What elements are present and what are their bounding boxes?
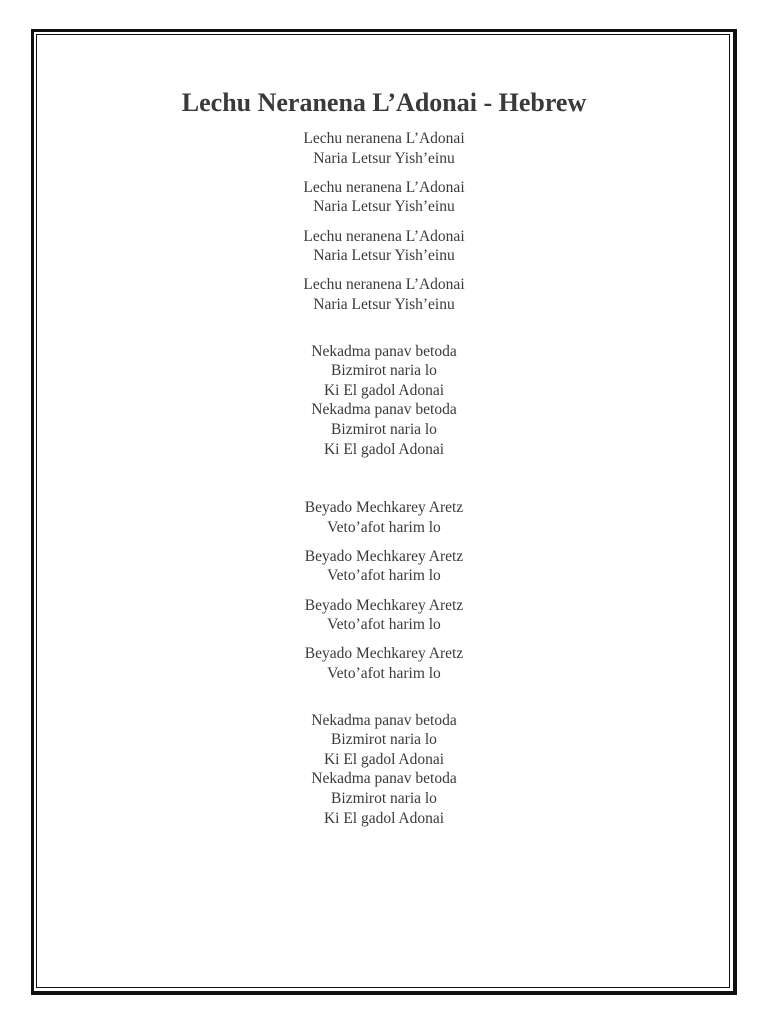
document-title: Lechu Neranena L’Adonai - Hebrew bbox=[181, 88, 587, 117]
lyric-line: Naria Letsur Yish’einu bbox=[313, 149, 455, 167]
stanza-chorus-2 bbox=[0, 178, 768, 217]
lyric-line: Beyado Mechkarey Aretz bbox=[304, 645, 464, 663]
lyric-line: Beyado Mechkarey Aretz bbox=[304, 547, 464, 565]
lyric-line: Bizmirot naria lo bbox=[331, 362, 437, 380]
lyric-line: Bizmirot naria lo bbox=[331, 731, 437, 749]
lyric-line: Ki El gadol Adonai bbox=[323, 381, 445, 399]
lyric-line: Beyado Mechkarey Aretz bbox=[304, 499, 464, 517]
stanza-bridge-4 bbox=[0, 644, 768, 683]
stanza-chorus-4 bbox=[0, 275, 768, 314]
stanza-bridge-1 bbox=[0, 498, 768, 537]
lyric-line: Lechu neranena L’Adonai bbox=[303, 130, 465, 147]
stanza-chorus-1 bbox=[0, 129, 768, 168]
lyric-line: Veto’afot harim lo bbox=[327, 616, 441, 634]
lyric-line: Veto’afot harim lo bbox=[327, 665, 441, 683]
lyric-line: Naria Letsur Yish’einu bbox=[313, 198, 455, 216]
lyric-line: Nekadma panav betoda bbox=[311, 770, 457, 788]
lyric-line: Naria Letsur Yish’einu bbox=[313, 295, 455, 313]
lyric-line: Naria Letsur Yish’einu bbox=[313, 247, 455, 265]
stanza-verse-2 bbox=[0, 711, 768, 829]
stanza-verse-1 bbox=[0, 342, 768, 460]
stanza-bridge-3 bbox=[0, 596, 768, 635]
stanza-bridge-2 bbox=[0, 547, 768, 586]
lyric-line: Veto’afot harim lo bbox=[327, 567, 441, 585]
lyric-line: Ki El gadol Adonai bbox=[323, 809, 445, 827]
lyric-line: Nekadma panav betoda bbox=[311, 401, 457, 419]
stanza-chorus-3 bbox=[0, 227, 768, 266]
lyric-line: Bizmirot naria lo bbox=[331, 420, 437, 438]
lyric-line: Nekadma panav betoda bbox=[311, 342, 457, 360]
lyric-line: Beyado Mechkarey Aretz bbox=[304, 596, 464, 614]
lyric-line: Nekadma panav betoda bbox=[311, 711, 457, 729]
lyric-line: Lechu neranena L’Adonai bbox=[303, 276, 465, 294]
lyric-line: Veto’afot harim lo bbox=[327, 518, 441, 536]
lyric-line: Lechu neranena L’Adonai bbox=[303, 227, 465, 245]
lyrics-body bbox=[0, 129, 768, 828]
lyric-line: Ki El gadol Adonai bbox=[323, 440, 445, 458]
lyric-line: Lechu neranena L’Adonai bbox=[303, 178, 465, 196]
lyric-line: Bizmirot naria lo bbox=[331, 790, 437, 807]
lyric-line: Ki El gadol Adonai bbox=[323, 750, 445, 768]
